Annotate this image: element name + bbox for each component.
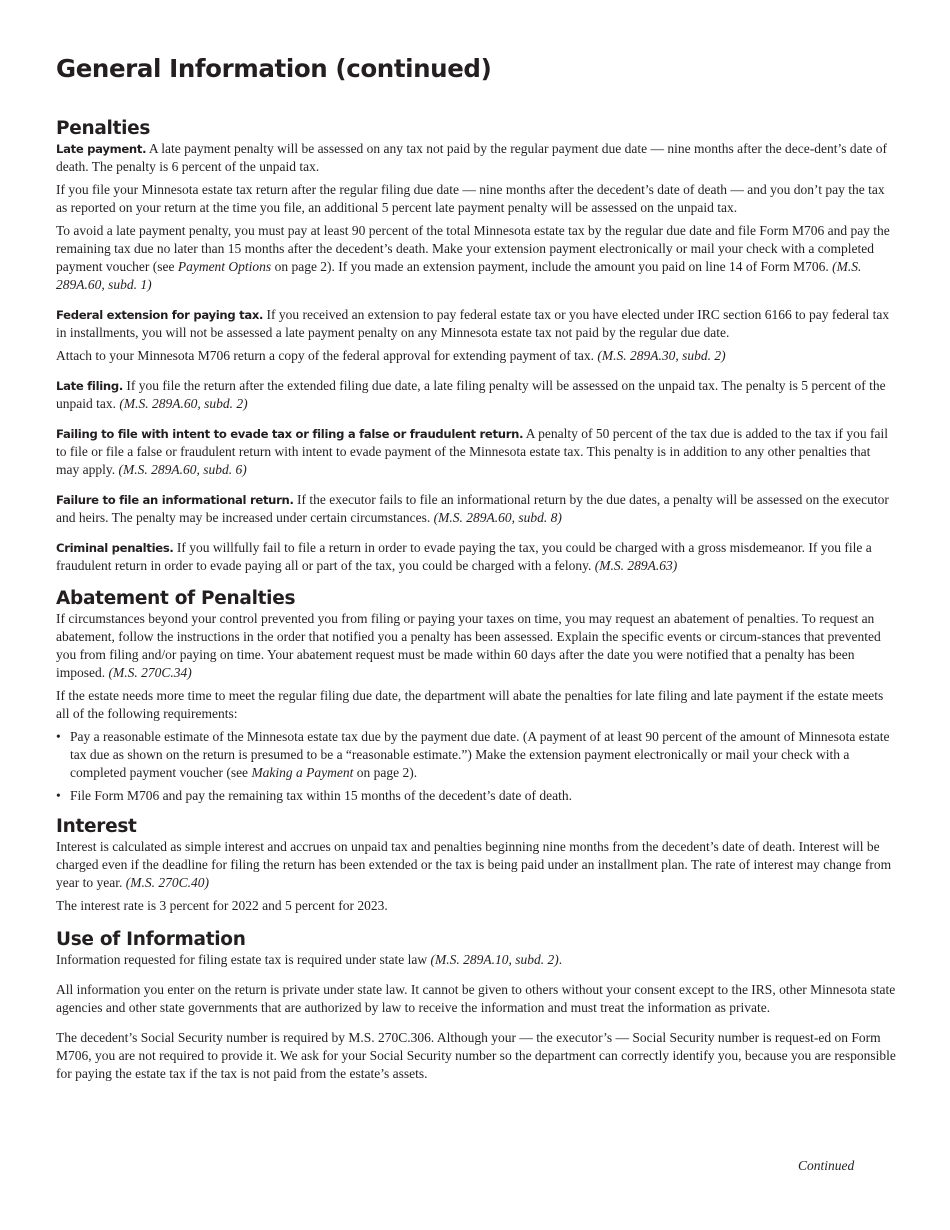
bullet-marker: • — [56, 729, 61, 744]
fraudulent-return-lead: Failing to file with intent to evade tax or filing a false or fraudulent return. — [56, 427, 524, 441]
criminal-penalties-lead: Criminal penalties. — [56, 541, 174, 555]
fraudulent-return-citation: (M.S. 289A.60, subd. 6) — [118, 462, 247, 477]
fraudulent-return-text: A penalty of 50 percent of the tax due is added to the tax if you fail to file or file a false or fraudulent return with intent to evade payment of the Minnesota estate tax. This penalty is in addition to any other penalties that may apply. — [56, 426, 888, 477]
criminal-penalties-text: If you willfully fail to file a return in order to evade paying the tax, you could be charged with a gross misdemeanor. If you file a fraudulent return in order to evade paying all or part of the tax, you could be charged with a felony. — [56, 540, 872, 573]
late-filing-text: If you file the return after the extended filing due date, a late filing penalty will be assessed on the unpaid tax. The penalty is 5 percent of the unpaid tax. — [56, 378, 886, 411]
interest-rate-paragraph: The interest rate is 3 percent for 2022 and 5 percent for 2023. — [56, 898, 388, 913]
bullet-text-a: Pay a reasonable estimate of the Minnesota estate tax due by the payment due date. (A payment of at least 90 percent of the amount of Minnesota estate tax due as shown on the return is presumed to be a “reasonable estimate.”) Make the extension payment electronically or mail your check with a completed payment voucher (see — [70, 729, 890, 780]
use-of-info-paragraph-3: The decedent’s Social Security number is required by M.S. 270C.306. Although your — the executor’s — Social Security number is request-ed on Form M706, you are not required to provide it. We ask for your Social Security number so the department can correctly identify you, because you are responsible for paying the estate tax if the tax is not paid from the estate’s assets. — [56, 1030, 896, 1081]
use-of-info-period: . — [558, 952, 563, 967]
penalties-heading: Penalties — [56, 118, 151, 139]
bullet-text: File Form M706 and pay the remaining tax within 15 months of the decedent’s date of death. — [70, 788, 573, 803]
list-item — [56, 787, 896, 805]
late-filing-return-paragraph: If you file your Minnesota estate tax return after the regular filing due date — nine months after the decedent’s date of death — and you don’t pay the tax as reported on your return at the time you file, an additional 5 percent late payment penalty will be assessed on the unpaid tax. — [56, 182, 885, 215]
informational-return-text: If the executor fails to file an informational return by the due dates, a penalty will be assessed on the executor and heirs. The penalty may be increased under certain circumstances. — [56, 492, 889, 525]
criminal-penalties-citation: (M.S. 289A.63) — [594, 558, 678, 573]
federal-extension-paragraph — [56, 306, 896, 342]
use-of-info-text: Information requested for filing estate tax is required under state law — [56, 952, 431, 967]
abatement-requirements-paragraph: If the estate needs more time to meet the regular filing due date, the department will abate the penalties for late filing and late payment if the estate meets all of the following requirements: — [56, 688, 884, 721]
fraudulent-return-paragraph — [56, 425, 896, 479]
abatement-text: If circumstances beyond your control prevented you from filing or paying your taxes on time, you may request an abatement of penalties. To request an abatement, follow the instructions in the order that notified you a penalty has been assessed. Explain the specific events or circum-stances that prevented you from filing and/or paying on time. Your abatement request must be made within 60 days after the date you were notified that a penalty has been imposed. — [56, 611, 881, 680]
federal-approval-paragraph — [56, 347, 896, 365]
interest-paragraph — [56, 838, 896, 892]
federal-approval-citation: (M.S. 289A.30, subd. 2) — [597, 348, 726, 363]
federal-extension-text: If you received an extension to pay federal estate tax or you have elected under IRC section 6166 to pay federal tax in installments, you will not be assessed a late payment penalty on any Minnesota estate tax not paid by the regular due date. — [56, 307, 890, 340]
bullet-text-b: on page 2). — [353, 765, 418, 780]
federal-extension-lead: Federal extension for paying tax. — [56, 308, 264, 322]
interest-heading: Interest — [56, 816, 137, 837]
avoid-penalty-paragraph — [56, 222, 896, 294]
avoid-penalty-citation: (M.S. 289A.60, subd. 1) — [56, 259, 862, 292]
avoid-penalty-text-a: To avoid a late payment penalty, you must pay at least 90 percent of the total Minnesota estate tax by the regular due date and file Form M706 and pay the remaining tax due no later than 15 months after the decedent’s death. Make your extension payment electronically or mail your check with a completed payment voucher (see — [56, 223, 890, 274]
informational-return-citation: (M.S. 289A.60, subd. 8) — [433, 510, 562, 525]
late-payment-paragraph — [56, 140, 896, 176]
abatement-requirements-list — [56, 728, 896, 805]
use-of-information-heading: Use of Information — [56, 929, 246, 950]
abatement-heading: Abatement of Penalties — [56, 588, 296, 609]
informational-return-lead: Failure to file an informational return. — [56, 493, 294, 507]
avoid-penalty-text-b: on page 2). If you made an extension payment, include the amount you paid on line 14 of Form M706. — [271, 259, 833, 274]
document-page — [56, 0, 896, 1083]
abatement-citation: (M.S. 270C.34) — [108, 665, 192, 680]
making-payment-ref: Making a Payment — [251, 765, 354, 780]
list-item — [56, 728, 896, 782]
interest-citation: (M.S. 270C.40) — [125, 875, 209, 890]
payment-options-ref: Payment Options — [177, 259, 272, 274]
criminal-penalties-paragraph — [56, 539, 896, 575]
continued-note: Continued — [798, 1158, 855, 1173]
informational-return-paragraph — [56, 491, 896, 527]
use-of-info-paragraph-1 — [56, 951, 896, 969]
late-filing-paragraph — [56, 377, 896, 413]
use-of-info-paragraph-2: All information you enter on the return is private under state law. It cannot be given to others without your consent except to the IRS, other Minnesota state agencies and other state governments that are authorized by law to receive the information and must treat the information as private. — [56, 982, 896, 1015]
bullet-marker: • — [56, 788, 61, 803]
federal-approval-text: Attach to your Minnesota M706 return a copy of the federal approval for extending payment of tax. — [56, 348, 598, 363]
use-of-info-citation: (M.S. 289A.10, subd. 2) — [430, 952, 559, 967]
abatement-paragraph — [56, 610, 896, 682]
late-filing-lead: Late filing. — [56, 379, 123, 393]
late-payment-text: A late payment penalty will be assessed on any tax not paid by the regular payment due date — nine months after the dece-dent’s date of death. The penalty is 6 percent of the unpaid tax. — [56, 141, 888, 174]
page-title: General Information (continued) — [56, 54, 492, 83]
late-payment-lead: Late payment. — [56, 142, 147, 156]
interest-text: Interest is calculated as simple interest and accrues on unpaid tax and penalties beginning nine months from the decedent’s date of death. Interest will be charged even if the deadline for filing the return has been extended or the tax is being paid under an installment plan. The rate of interest may change from year to year. — [56, 839, 892, 890]
late-filing-citation: (M.S. 289A.60, subd. 2) — [119, 396, 248, 411]
